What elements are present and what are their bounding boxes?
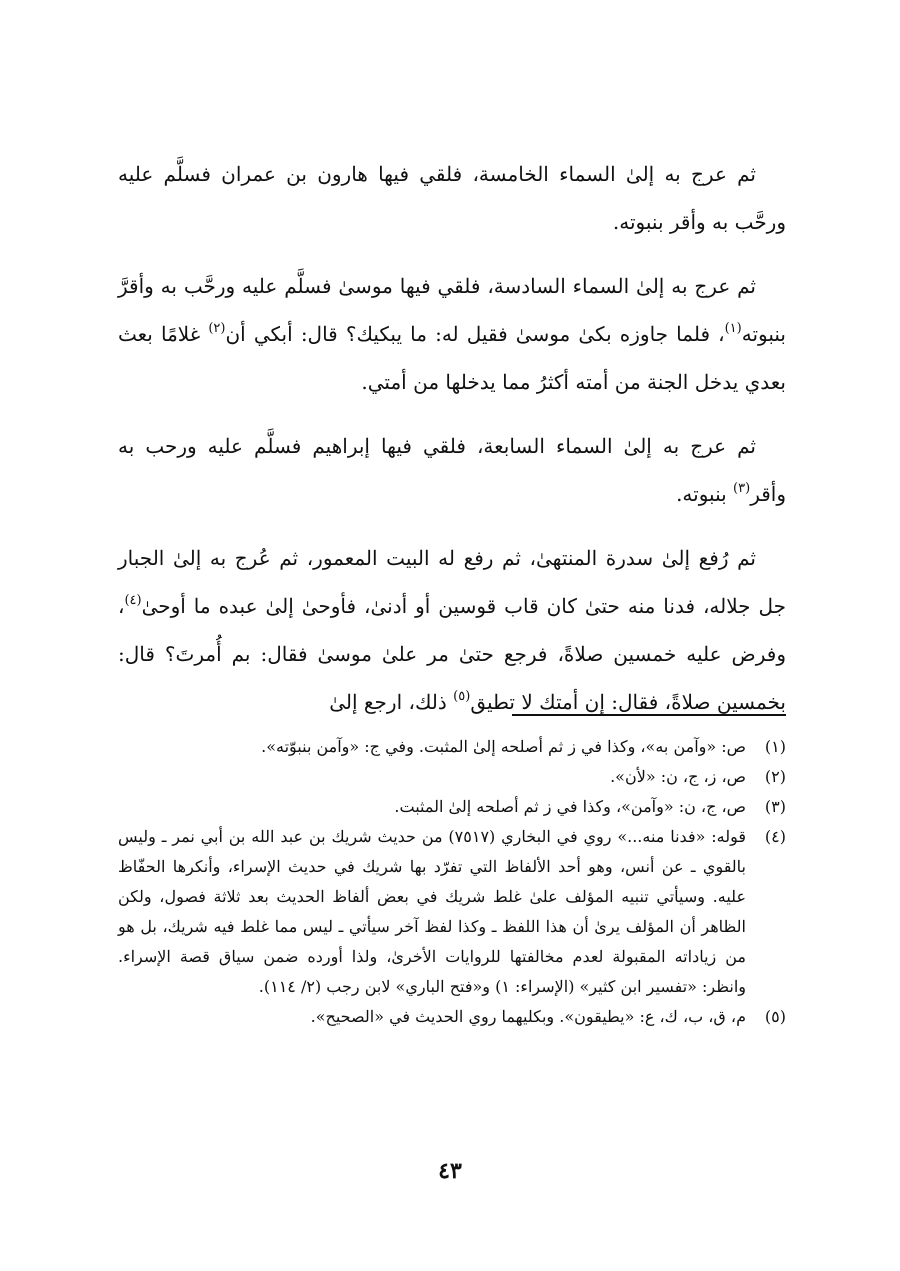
footnote-text: ص، ز، ج، ن: «لأن». [610,767,746,786]
paragraph-2-text-b: ، فلما جاوزه بكىٰ موسىٰ فقيل له: ما يبكيك؟ قال: أبكي أن [225,322,725,346]
footnote-number: (٤) [764,827,786,846]
footnote-item [118,1002,786,1032]
footnotes [118,732,786,1032]
footnote-number: (٣) [764,797,786,816]
paragraph-4-text-a: ثم رُفع إلىٰ سدرة المنتهىٰ، ثم رفع له البيت المعمور، ثم عُرج به إلىٰ الجبار جل جلاله، فدنا منه حتىٰ كان قاب قوسين أو أدنىٰ، فأوحىٰ إلىٰ عبده ما أوحىٰ [118,546,786,618]
paragraph-4 [118,534,786,726]
footnote-ref-1: (١) [724,321,742,336]
footnote-text: ص: «وآمن به»، وكذا في ز ثم أصلحه إلىٰ المثبت. وفي ج: «وآمن بنبوّته». [261,737,746,756]
paragraph-3 [118,422,786,518]
paragraph-3-text-a: ثم عرج به إلىٰ السماء السابعة، فلقي فيها إبراهيم فسلَّم عليه ورحب به وأقر [118,434,786,506]
main-text [118,150,786,742]
paragraph-2 [118,262,786,406]
footnote-item [118,822,786,1002]
footnote-ref-3: (٣) [733,481,751,496]
footnote-ref-2: (٢) [208,321,226,336]
paragraph-4-text-b: ، وفرض عليه خمسين صلاةً، فرجع حتىٰ مر علىٰ موسىٰ فقال: بم أُمرتَ؟ قال: بخمسين صلاةً، فقال: إن أمتك لا تطيق [118,594,786,714]
footnote-ref-5: (٥) [453,689,471,704]
footnote-item [118,792,786,822]
paragraph-1-text: ثم عرج به إلىٰ السماء الخامسة، فلقي فيها هارون بن عمران فسلَّم عليه ورحَّب به وأقر بنبوته. [118,162,786,234]
footnote-ref-4: (٤) [124,593,142,608]
paragraph-2-text-a: ثم عرج به إلىٰ السماء السادسة، فلقي فيها موسىٰ فسلَّم عليه ورحَّب به وأقرَّ بنبوته [118,274,786,346]
paragraph-1 [118,150,786,246]
footnote-item [118,732,786,762]
footnote-text: قوله: «فدنا منه...» روي في البخاري (٧٥١٧) من حديث شريك بن عبد الله بن أبي نمر ـ وليس بالقوي ـ عن أنس، وهو أحد الألفاظ التي تفرّد بها شريك في حديث الإسراء، وأنكرها الحفّاظ عليه. وسيأتي تنبيه المؤلف علىٰ غلط شريك في بعض ألفاظ الحديث بعد ثلاثة فصول، ولكن الظاهر أن المؤلف يرىٰ أن هذا اللفظ ـ وكذا لفظ آخر سيأتي ـ ليس مما غلط فيه شريك، بل هو من زياداته المقبولة لعدم مخالفتها للروايات الأخرىٰ، ولذا أورده ضمن سياق قصة الإسراء. وانظر: «تفسير ابن كثير» (الإسراء: ١) و«فتح الباري» لابن رجب (٢/ ١١٤). [118,827,747,996]
footnote-number: (٢) [764,767,786,786]
paragraph-4-text-c: ذلك، ارجع إلىٰ [329,690,454,714]
footnote-number: (٥) [764,1007,786,1026]
paragraph-3-text-b: بنبوته. [676,482,734,506]
footnote-item [118,762,786,792]
paragraph-2-text-c: غلامًا بعث بعدي يدخل الجنة من أمته أكثرُ مما يدخلها من أمتي. [118,322,786,394]
footnote-number: (١) [764,737,786,756]
footnote-text: م، ق، ب، ك، ع: «يطيقون». وبكليهما روي الحديث في «الصحيح». [310,1007,746,1026]
footnote-text: ص، ج، ن: «وآمن»، وكذا في ز ثم أصلحه إلىٰ المثبت. [394,797,746,816]
footnote-divider [512,714,786,716]
page-number: ٤٣ [438,1158,462,1184]
